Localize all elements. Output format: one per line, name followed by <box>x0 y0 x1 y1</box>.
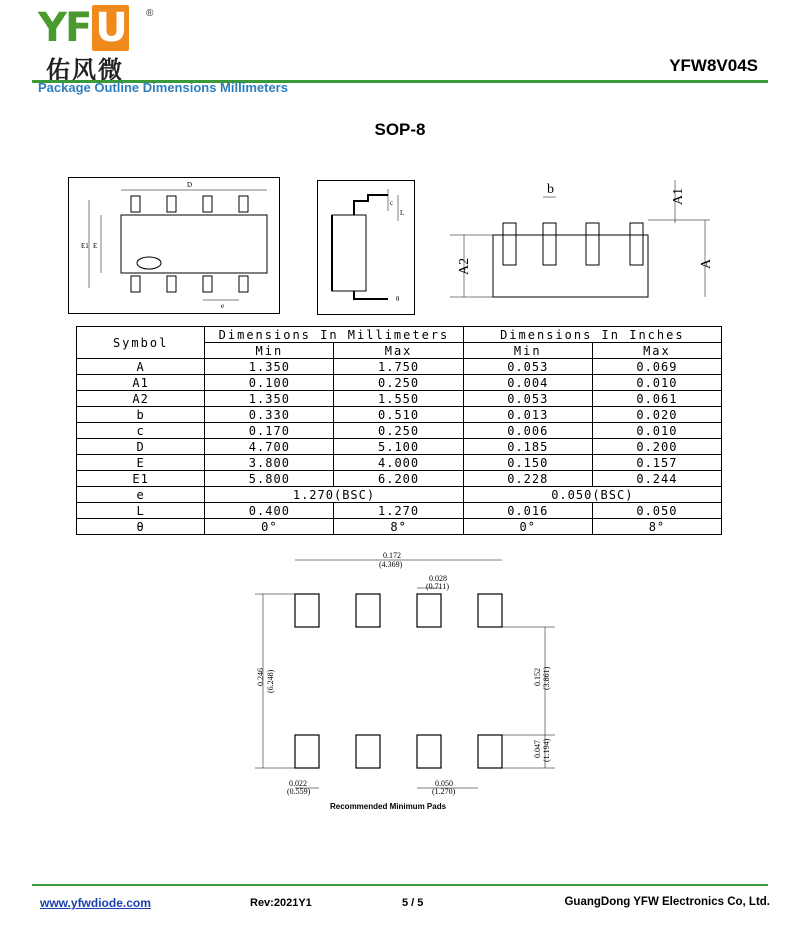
table-row <box>77 503 722 519</box>
row-mm-min: 0.330 <box>205 407 334 423</box>
row-mm-min: 1.350 <box>205 391 334 407</box>
row-in-min: 0.185 <box>463 439 592 455</box>
table-row <box>77 423 722 439</box>
table-row <box>77 375 722 391</box>
logo-latin-text: YF U <box>38 8 129 48</box>
row-in-min: 0.053 <box>463 391 592 407</box>
table-row <box>77 359 722 375</box>
table-row <box>77 519 722 535</box>
label-A: A <box>699 258 714 269</box>
row-symbol: e <box>77 487 205 503</box>
label-b: b <box>547 182 554 197</box>
label-A2: A2 <box>457 257 472 275</box>
row-mm-min: 3.800 <box>205 455 334 471</box>
row-symbol: E1 <box>77 471 205 487</box>
row-symbol: D <box>77 439 205 455</box>
row-symbol: c <box>77 423 205 439</box>
table-row <box>77 471 722 487</box>
pads-caption: Recommended Minimum Pads <box>330 802 447 811</box>
row-symbol: A <box>77 359 205 375</box>
dim-pad-pitch-small-mm: (0.559) <box>287 787 311 796</box>
page-subtitle: Package Outline Dimensions Millimeters <box>38 80 288 95</box>
row-mm-min: 1.350 <box>205 359 334 375</box>
package-title: SOP-8 <box>374 120 426 139</box>
row-in-bsc: 0.050(BSC) <box>463 487 721 503</box>
row-mm-max: 1.550 <box>334 391 463 407</box>
dim-pad-gap-mm: (3.861) <box>542 666 551 690</box>
row-mm-max: 0.250 <box>334 375 463 391</box>
row-mm-min: 0.400 <box>205 503 334 519</box>
row-in-max: 0.061 <box>592 391 721 407</box>
dimension-table <box>76 326 722 535</box>
row-mm-max: 5.100 <box>334 439 463 455</box>
mm-min-header: Min <box>205 343 334 359</box>
revision-label: Rev:2021Y1 <box>250 897 312 909</box>
row-in-max: 0.157 <box>592 455 721 471</box>
table-row <box>77 391 722 407</box>
table-row <box>77 487 722 503</box>
label-L: L <box>400 209 405 217</box>
row-symbol: L <box>77 503 205 519</box>
front-view-drawing <box>450 175 720 300</box>
row-in-min: 0.004 <box>463 375 592 391</box>
footer-divider <box>32 884 768 886</box>
row-in-min: 0.150 <box>463 455 592 471</box>
row-mm-max: 0.250 <box>334 423 463 439</box>
row-mm-max: 0.510 <box>334 407 463 423</box>
website-link[interactable]: www.yfwdiode.com <box>40 896 151 910</box>
in-min-header: Min <box>463 343 592 359</box>
dim-pitch: 0.050 <box>435 779 453 788</box>
label-E1: E1 <box>81 242 89 250</box>
in-max-header: Max <box>592 343 721 359</box>
company-logo <box>38 5 158 84</box>
logo-registered-mark: ® <box>146 8 154 19</box>
row-mm-max: 4.000 <box>334 455 463 471</box>
row-mm-max: 1.270 <box>334 503 463 519</box>
row-in-min: 0.016 <box>463 503 592 519</box>
recommended-pads-drawing <box>245 548 565 808</box>
label-E: E <box>93 242 98 250</box>
label-e: e <box>221 302 225 310</box>
row-in-max: 0.020 <box>592 407 721 423</box>
dim-pad-length: 0.047 <box>533 740 542 758</box>
dim-height: 0.246 <box>256 668 265 686</box>
dim-pad-width-mm: (0.711) <box>426 582 450 591</box>
row-mm-bsc: 1.270(BSC) <box>205 487 463 503</box>
row-symbol: A2 <box>77 391 205 407</box>
dim-pad-gap: 0.152 <box>533 668 542 686</box>
mm-max-header: Max <box>334 343 463 359</box>
row-mm-min: 0.100 <box>205 375 334 391</box>
row-in-max: 0.010 <box>592 375 721 391</box>
row-in-max: 0.200 <box>592 439 721 455</box>
dim-pad-pitch-small: 0.022 <box>289 779 307 788</box>
dim-height-mm: (6.248) <box>266 669 275 693</box>
row-symbol: E <box>77 455 205 471</box>
label-theta: θ <box>396 295 400 303</box>
dim-width-mm: (4.369) <box>379 560 403 569</box>
dim-pad-length-mm: (1.194) <box>542 738 551 762</box>
part-number: YFW8V04S <box>669 56 758 75</box>
row-mm-max: 8° <box>334 519 463 535</box>
page-number: 5 / 5 <box>402 897 424 909</box>
dim-pad-width: 0.028 <box>429 574 447 583</box>
row-in-min: 0.013 <box>463 407 592 423</box>
row-in-max: 0.050 <box>592 503 721 519</box>
label-c: c <box>390 199 394 207</box>
label-A1: A1 <box>671 187 686 205</box>
side-view-drawing <box>317 180 415 315</box>
table-row <box>77 455 722 471</box>
row-symbol: A1 <box>77 375 205 391</box>
row-mm-max: 6.200 <box>334 471 463 487</box>
row-mm-min: 0° <box>205 519 334 535</box>
row-in-min: 0.053 <box>463 359 592 375</box>
company-name: GuangDong YFW Electronics Co, Ltd. <box>564 896 770 908</box>
symbol-header: Symbol <box>77 327 205 359</box>
table-row <box>77 439 722 455</box>
row-symbol: θ <box>77 519 205 535</box>
row-in-max: 0.244 <box>592 471 721 487</box>
dim-pitch-mm: (1.270) <box>432 787 456 796</box>
row-in-max: 8° <box>592 519 721 535</box>
table-row <box>77 407 722 423</box>
label-D: D <box>187 181 193 189</box>
mm-header: Dimensions In Millimeters <box>205 327 463 343</box>
dim-width: 0.172 <box>383 551 401 560</box>
row-in-min: 0° <box>463 519 592 535</box>
logo-chinese-text: 佑风微 <box>46 56 124 84</box>
row-symbol: b <box>77 407 205 423</box>
top-view-drawing <box>68 177 280 314</box>
row-mm-min: 4.700 <box>205 439 334 455</box>
row-in-min: 0.228 <box>463 471 592 487</box>
row-in-max: 0.069 <box>592 359 721 375</box>
dimension-rows <box>77 359 722 487</box>
row-mm-min: 5.800 <box>205 471 334 487</box>
inch-header: Dimensions In Inches <box>463 327 721 343</box>
row-mm-min: 0.170 <box>205 423 334 439</box>
row-in-max: 0.010 <box>592 423 721 439</box>
row-in-min: 0.006 <box>463 423 592 439</box>
row-mm-max: 1.750 <box>334 359 463 375</box>
